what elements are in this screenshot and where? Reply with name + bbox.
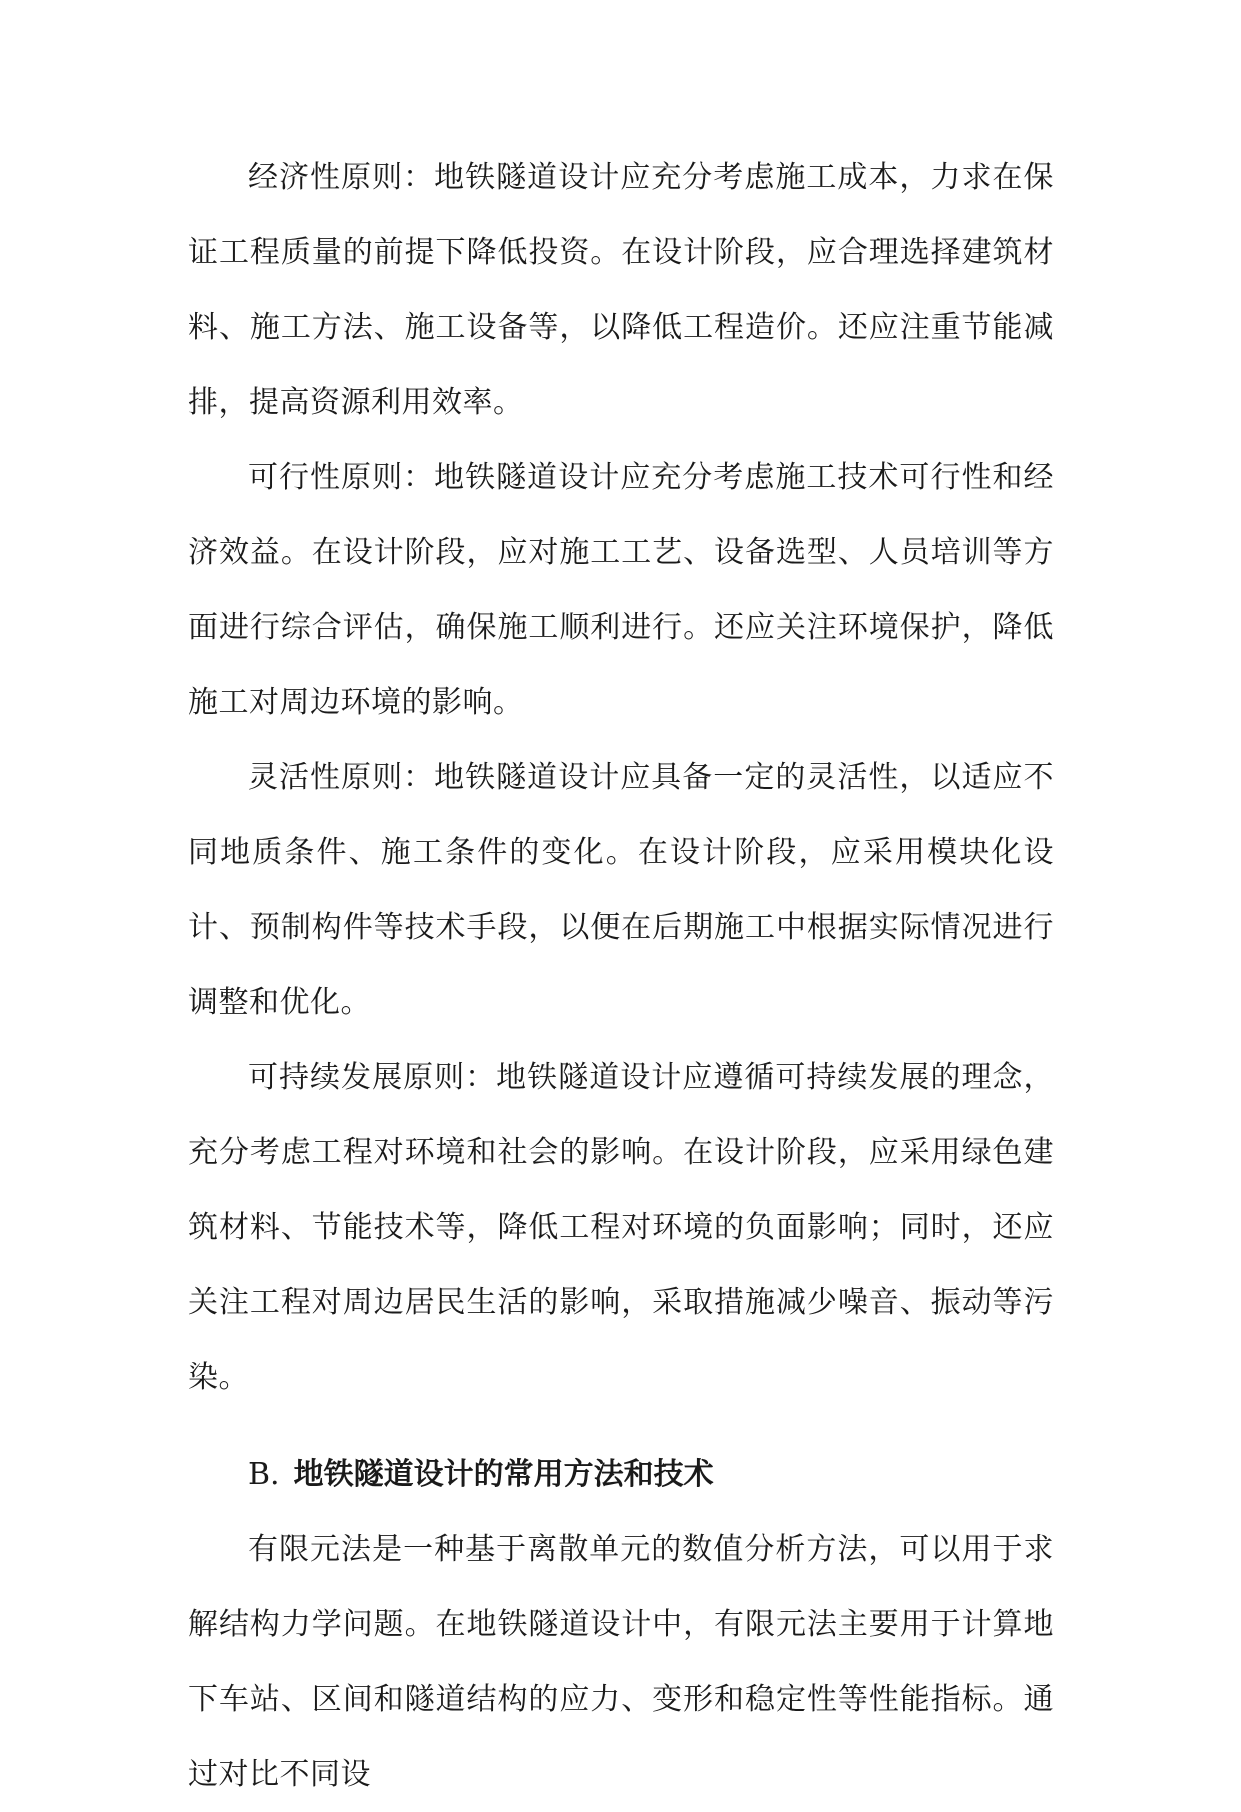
document-body [188,140,1054,1812]
paragraph-sustainability-principle: 可持续发展原则：地铁隧道设计应遵循可持续发展的理念，充分考虑工程对环境和社会的影响。在设计阶段，应采用绿色建筑材料、节能技术等，降低工程对环境的负面影响；同时，还应关注工程对周边居民生活的影响，采取措施减少噪音、振动等污染。 [188,1060,1054,1395]
section-heading [188,1437,1054,1512]
section-title: 地铁隧道设计的常用方法和技术 [293,1457,714,1492]
paragraph-flexibility-principle: 灵活性原则：地铁隧道设计应具备一定的灵活性，以适应不同地质条件、施工条件的变化。在设计阶段，应采用模块化设计、预制构件等技术手段，以便在后期施工中根据实际情况进行调整和优化。 [188,760,1054,1020]
paragraph-economy-principle: 经济性原则：地铁隧道设计应充分考虑施工成本，力求在保证工程质量的前提下降低投资。在设计阶段，应合理选择建筑材料、施工方法、施工设备等，以降低工程造价。还应注重节能减排，提高资源利用效率。 [188,160,1054,420]
paragraph-finite-element: 有限元法是一种基于离散单元的数值分析方法，可以用于求解结构力学问题。在地铁隧道设计中，有限元法主要用于计算地下车站、区间和隧道结构的应力、变形和稳定性等性能指标。通过对比不同设 [188,1532,1054,1792]
paragraph-feasibility-principle: 可行性原则：地铁隧道设计应充分考虑施工技术可行性和经济效益。在设计阶段，应对施工工艺、设备选型、人员培训等方面进行综合评估，确保施工顺利进行。还应关注环境保护，降低施工对周边环境的影响。 [188,460,1054,720]
section-number: B. [248,1457,280,1492]
